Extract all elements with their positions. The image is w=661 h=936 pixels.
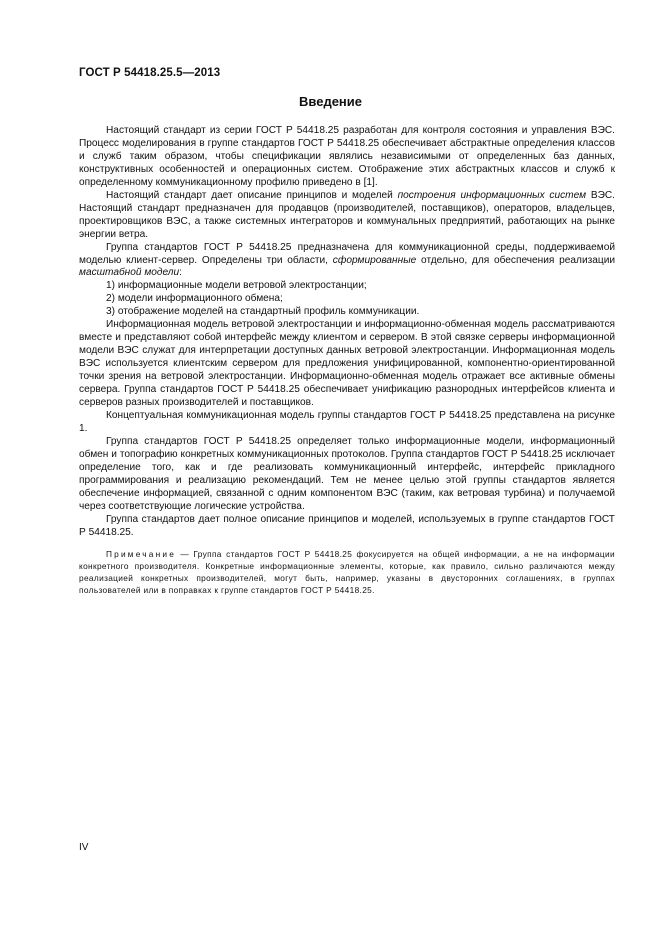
standard-code-header: ГОСТ Р 54418.25.5—2013 <box>79 67 221 79</box>
note <box>79 548 615 596</box>
note-label: Примечание <box>106 548 177 559</box>
paragraph-2-text-start: Настоящий стандарт дает описание принципов и моделей <box>106 189 398 201</box>
paragraph-2 <box>79 190 615 242</box>
note-text: — Группа стандартов ГОСТ Р 54418.25 фокусируется на общей информации, а не на информации конкретного производителя. Конкретные информационные элементы, которые, как правило, сильно различаются между реализацией конкретных производителей, могут быть, например, указаны в двусторонних соглашениях, в группах пользователей или в поправках к группе стандартов ГОСТ Р 54418.25. <box>79 548 615 595</box>
paragraph-3-text-a: Группа стандартов ГОСТ Р 54418.25 предназначена для коммуникационной среды, поддерживаемой моделью клиент-сервер. Определены три области, <box>79 241 615 266</box>
page-number: IV <box>79 842 89 853</box>
paragraph-2-emphasis: построения информационных систем <box>397 189 587 201</box>
paragraph-3-text-b: отдельно, для обеспечения реализации <box>416 254 616 266</box>
paragraph-6: Группа стандартов ГОСТ Р 54418.25 определяет только информационные модели, информационный обмен и топографию конкретных коммуникационных протоколов. Группа стандартов ГОСТ Р 54418.25 исключает определение того, как и где реализовать коммуникационный интерфейс, интерфейс прикладного программирования и реализацию рекомендаций. Тем не менее целью этой группы стандартов является обеспечение информацией, связанной с одним компонентом ВЭС (таким, как ветровая турбина) и получаемой через соответствующие логические устройства. <box>79 435 615 512</box>
paragraph-1: Настоящий стандарт из серии ГОСТ Р 54418.25 разработан для контроля состояния и управления ВЭС. Процесс моделирования в группе стандартов ГОСТ Р 54418.25 обеспечивает абстрактные определения классов и служб таким образом, чтобы спецификации являлись независимыми от определенных баз данных, конструктивных особенностей и операционных систем. Отображение этих абстрактных классов и служб к определенному коммуникационному профилю приведено в [1]. <box>79 125 615 188</box>
paragraph-3-emphasis-1: сформированные <box>332 254 417 266</box>
paragraph-3 <box>79 242 615 281</box>
paragraph-2-text-end: ВЭС. Настоящий стандарт предназначен для продавцов (производителей, поставщиков), операторов, владельцев, проектировщиков ВЭС, а также системных интеграторов и коммунальных предприятий, работающих на рынке энергии ветра. <box>79 189 615 240</box>
introduction-body <box>79 125 615 596</box>
list-item-2: 2) модели информационного обмена; <box>106 293 283 305</box>
list-item-3: 3) отображение моделей на стандартный профиль коммуникации. <box>106 306 420 318</box>
paragraph-7: Группа стандартов дает полное описание принципов и моделей, используемых в группе стандартов ГОСТ Р 54418.25. <box>79 513 615 538</box>
paragraph-3-emphasis-2: масштабной модели <box>79 267 180 279</box>
paragraph-3-text-c: : <box>179 267 182 279</box>
section-title: Введение <box>299 94 362 109</box>
paragraph-5: Концептуальная коммуникационная модель группы стандартов ГОСТ Р 54418.25 представлена на рисунке 1. <box>79 409 615 434</box>
paragraph-4: Информационная модель ветровой электростанции и информационно-обменная модель рассматриваются вместе и представляют собой интерфейс между клиентом и сервером. В этой связке серверы информационной модели ВЭС служат для интерпретации доступных данных ветровой электростанции. Информационная модель ВЭС используется клиентским сервером для предложения унифицированной, компонентно-ориентированной точки зрения на ветровой электростанции. Информационно-обменная модель отражает все активные обмены сервера. Группа стандартов ГОСТ Р 54418.25 обеспечивает унификацию разнородных интерфейсов клиента и серверов разных производителей и поставщиков. <box>79 319 615 409</box>
list-item-1: 1) информационные модели ветровой электростанции; <box>106 280 367 292</box>
